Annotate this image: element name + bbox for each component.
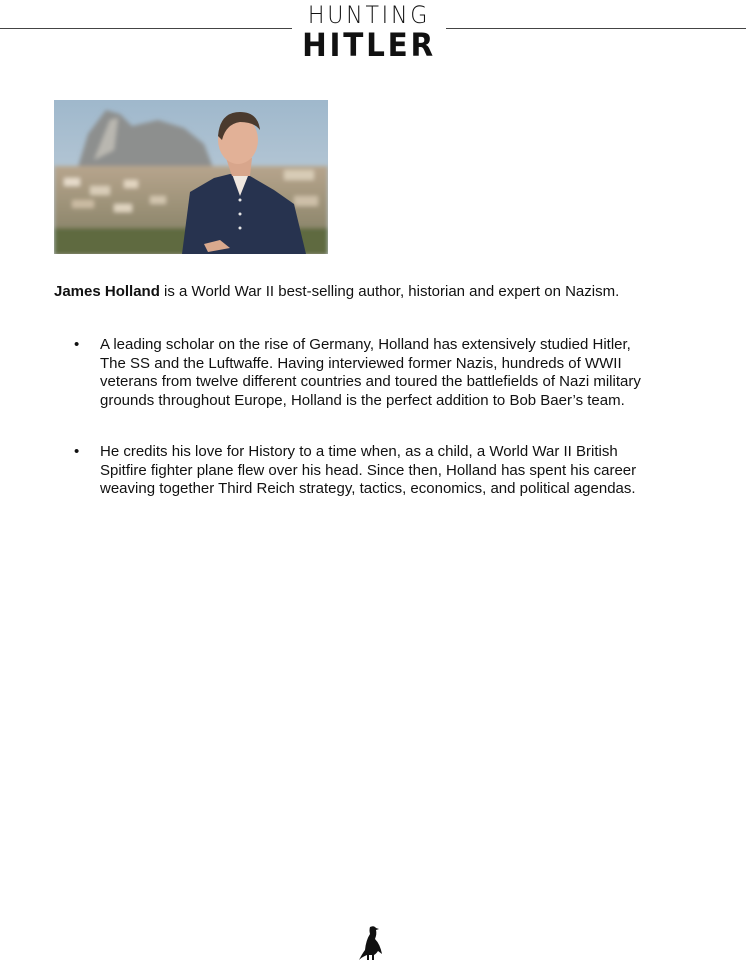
- portrait-photo: [54, 100, 328, 254]
- bullet-icon: •: [74, 336, 80, 353]
- intro-paragraph: [54, 282, 714, 302]
- header-rule-left: [0, 28, 292, 29]
- list-item-text: A leading scholar on the rise of Germany, Holland has extensively studied Hitler, The SS and the Luftwaffe. Having interviewed former Nazis, hundreds of WWII veterans from twelve different countries and toured the battlefields of Nazi military grounds throughout Europe, Holland is the perfect addition to Bob Baer’s team.: [100, 336, 641, 409]
- header-rule-right: [446, 28, 746, 29]
- bullet-icon: •: [74, 443, 80, 460]
- logo-line-hunting: HUNTING: [307, 1, 431, 29]
- intro-name: James Holland: [54, 283, 160, 300]
- logo-line-hitler: HITLER: [302, 26, 436, 64]
- show-logo: [296, 2, 442, 62]
- crow-icon: [356, 924, 386, 962]
- list-item: [74, 336, 660, 410]
- bullet-list: [0, 336, 746, 499]
- list-item: [74, 443, 660, 499]
- list-item-text: He credits his love for History to a time when, as a child, a World War II British Spitfire fighter plane flew over his head. Since then, Holland has spent his career weaving together Third Reich strategy, tactics, economics, and political agendas.: [100, 443, 637, 497]
- intro-text: is a World War II best-selling author, historian and expert on Nazism.: [159, 283, 620, 300]
